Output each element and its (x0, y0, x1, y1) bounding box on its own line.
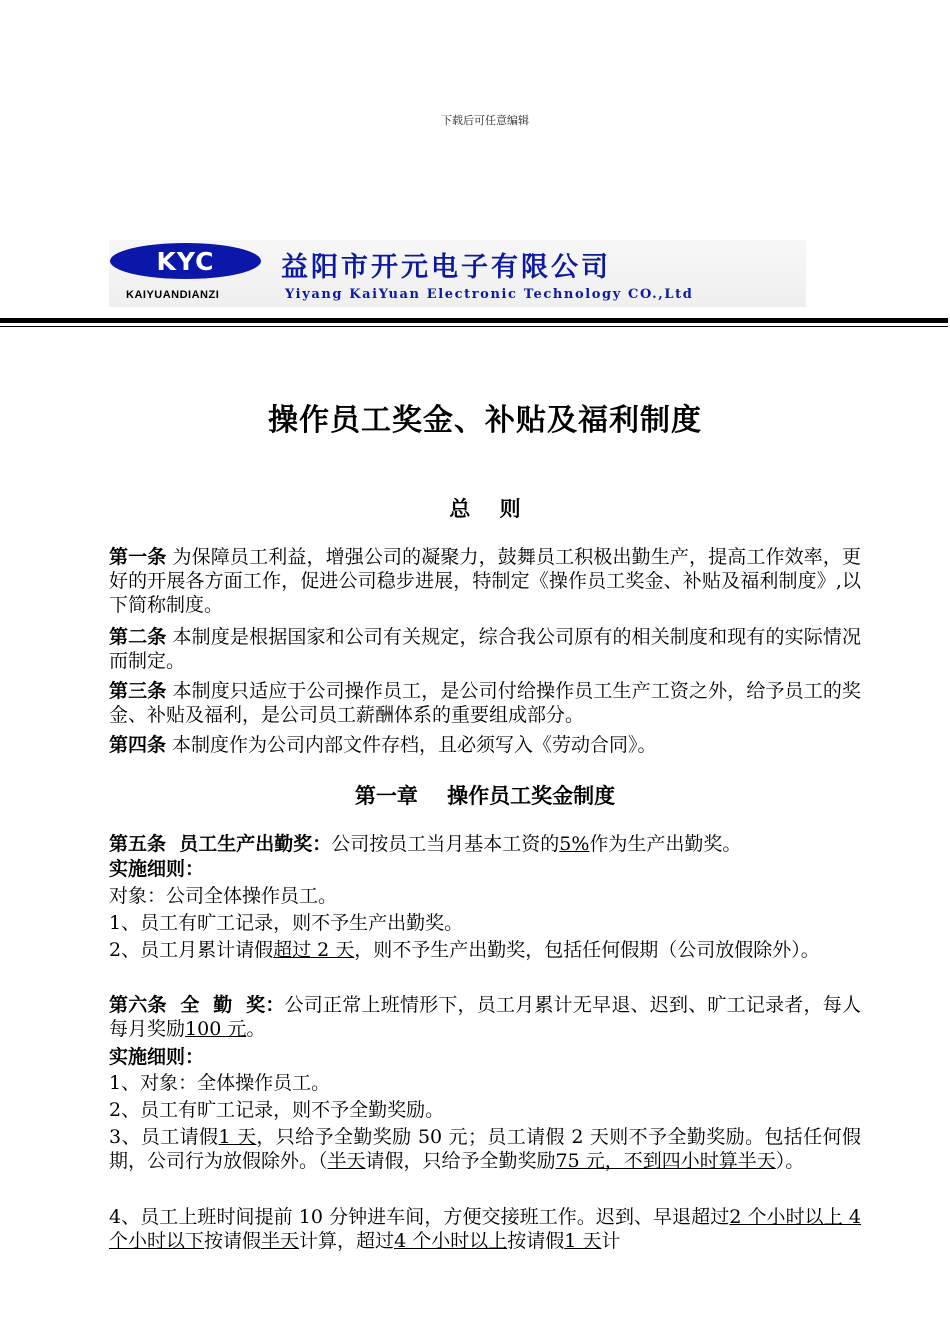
chapter-1-heading: 第一章 操作员工奖金制度 (354, 784, 616, 808)
document-title: 操作员工奖金、补贴及福利制度 (268, 403, 702, 438)
article-5-detail-2-text: 2、员工月累计请假 (109, 939, 274, 961)
article-5-detail-heading: 实施细则： (109, 858, 205, 880)
article-3-label: 第三条 (109, 680, 167, 702)
header-rule-thin (0, 326, 948, 327)
article-5-detail-2-limit: 超过 2 天 (273, 939, 355, 961)
article-3 (109, 679, 861, 727)
company-banner (109, 240, 806, 307)
detail-3-text-b: ，只给予全勤奖励 50 元；员工请假 2 天则不予全勤奖励。包括任何假期，公司行为放假除外。（ (109, 1126, 861, 1172)
article-5-detail-2-text-end: ，则不予生产出勤奖，包括任何假期（公司放假除外）。 (354, 939, 820, 961)
article-6-detail-heading: 实施细则： (109, 1046, 205, 1068)
article-5-text-end: 作为生产出勤奖。 (589, 833, 742, 855)
detail-4-text-d: 按请假 (507, 1230, 565, 1252)
company-name-en: Yiyang KaiYuan Electronic Technology CO.,Ltd (285, 287, 694, 302)
detail-3-text-c: 请假，只给予全勤奖励 (365, 1150, 556, 1172)
article-6-detail-1: 1、对象：全体操作员工。 (109, 1072, 331, 1094)
detail-4-over-four: 4 个小时以上 (394, 1230, 508, 1252)
article-2-label: 第二条 (109, 626, 167, 648)
detail-4-text-c: 计算，超过 (299, 1230, 395, 1252)
logo-text: KYC (156, 246, 215, 276)
article-6-detail-2: 2、员工有旷工记录，则不予全勤奖励。 (109, 1099, 445, 1121)
detail-4-text-b: 按请假 (204, 1230, 262, 1252)
article-6-text: 公司正常上班情形下，员工月累计无早退、迟到、旷工记录者，每人每月奖励 (109, 994, 861, 1040)
detail-4-text-e: 计 (601, 1230, 621, 1252)
detail-3-half-day: 半天 (327, 1150, 366, 1172)
article-2 (109, 625, 861, 673)
article-1-text: 为保障员工利益，增强公司的凝聚力，鼓舞员工积极出勤生产，提高工作效率，更好的开展各方面工作，促进公司稳步进展，特制定《操作员工奖金、补贴及福利制度》,以下简称制度。 (109, 546, 861, 616)
article-6-text-end: 。 (246, 1018, 266, 1040)
detail-3-one-day: 1 天 (218, 1126, 257, 1148)
article-3-text: 本制度只适应于公司操作员工，是公司付给操作员工生产工资之外，给予员工的奖金、补贴及福利，是公司员工薪酬体系的重要组成部分。 (109, 680, 861, 726)
article-5 (109, 832, 861, 856)
header-rule-thick (0, 318, 948, 323)
article-5-detail-1: 1、员工有旷工记录，则不予生产出勤奖。 (109, 912, 464, 934)
general-heading: 总 则 (449, 497, 521, 521)
article-5-detail-target: 对象：公司全体操作员工。 (109, 885, 338, 907)
detail-3-amount: 75 元，不到四小时算半天 (555, 1150, 776, 1172)
article-5-label: 第五条 员工生产出勤奖： (109, 833, 332, 855)
article-1-label: 第一条 (109, 546, 167, 568)
article-6-detail-4 (109, 1205, 861, 1253)
article-4-text: 本制度作为公司内部文件存档，且必须写入《劳动合同》。 (166, 734, 657, 756)
article-4 (109, 733, 861, 757)
detail-4-text-a: 4、员工上班时间提前 10 分钟进车间，方便交接班工作。迟到、早退超过 (109, 1206, 730, 1228)
article-5-text: 公司按员工当月基本工资的 (331, 833, 560, 855)
article-5-rate: 5% (559, 833, 590, 855)
article-6-detail-3 (109, 1125, 861, 1173)
article-2-text: 本制度是根据国家和公司有关规定，综合我公司原有的相关制度和现有的实际情况而制定。 (109, 626, 861, 672)
detail-3-text-d: ）。 (775, 1150, 805, 1172)
header-note: 下载后可任意编辑 (441, 114, 529, 127)
logo-subtext: KAIYUANDIANZI (126, 289, 220, 301)
article-6-label: 第六条 全 勤 奖： (109, 994, 285, 1016)
detail-4-one-day: 1 天 (564, 1230, 602, 1252)
article-4-label: 第四条 (109, 734, 167, 756)
article-6-amount: 100 元 (185, 1018, 247, 1040)
detail-4-range: 2 个小时以上 4 个小时以下 (109, 1206, 861, 1252)
article-1 (109, 545, 861, 617)
company-logo (110, 243, 261, 279)
company-name-cn: 益阳市开元电子有限公司 (281, 252, 611, 283)
detail-4-half-day: 半天 (261, 1230, 300, 1252)
detail-3-text-a: 3、员工请假 (109, 1126, 219, 1148)
article-5-detail-2 (109, 938, 861, 962)
article-6 (109, 993, 861, 1041)
